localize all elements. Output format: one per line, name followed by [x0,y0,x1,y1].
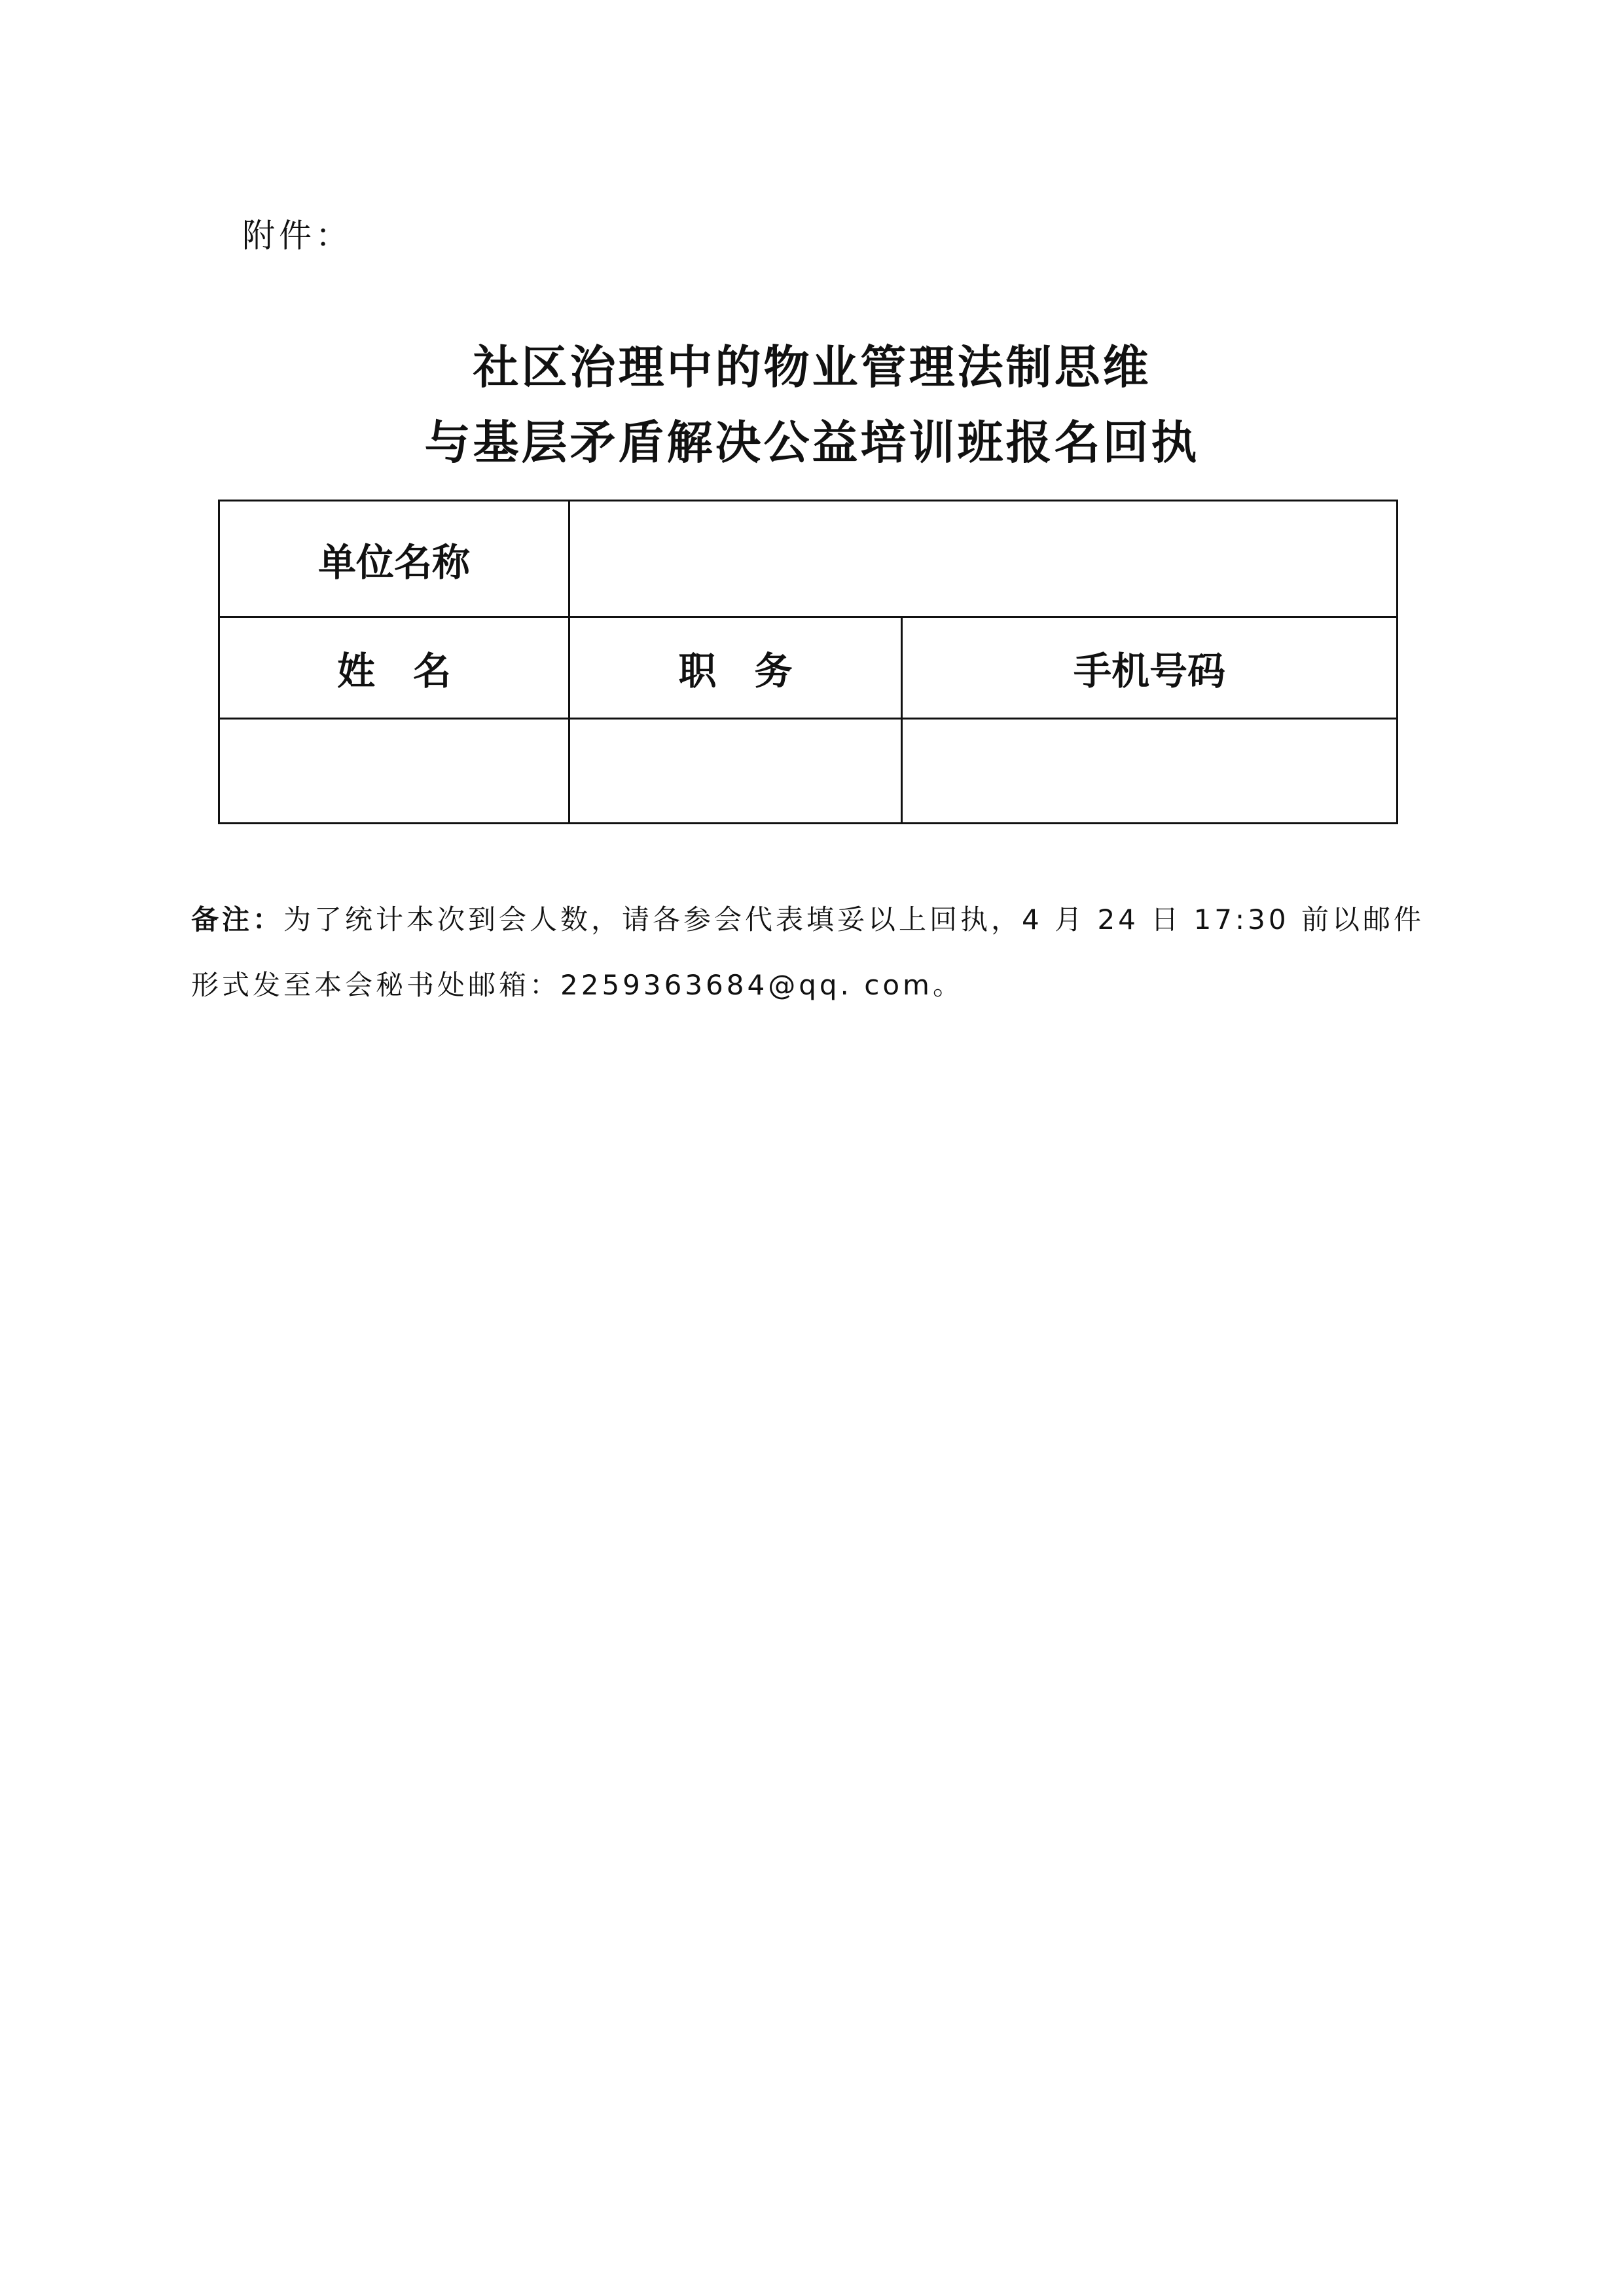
phone-field[interactable] [902,719,1398,824]
registration-form-table [218,500,1398,824]
table-row [219,719,1398,824]
unit-name-label: 单位名称 [219,501,569,617]
name-field[interactable] [219,719,569,824]
note-text-line-1: 为了统计本次到会人数，请各参会代表填妥以上回执，4 月 24 日 17:30 前以邮件 [283,903,1424,936]
document-title-line-1: 社区治理中的物业管理法制思维 [473,340,1151,394]
note-text-line-2: 形式发至本会秘书处邮箱：2259363684@qq. com。 [191,969,964,1001]
header-position: 职 务 [569,617,902,719]
note-label: 备注： [191,903,284,936]
header-name: 姓 名 [219,617,569,719]
header-phone: 手机号码 [902,617,1398,719]
unit-name-row [219,501,1398,617]
note-line-1 [191,898,1474,938]
unit-name-field[interactable] [569,501,1398,617]
position-field[interactable] [569,719,902,824]
header-row [219,617,1398,719]
attachment-label: 附件： [242,217,352,255]
document-title-line-2: 与基层矛盾解决公益培训班报名回执 [424,415,1200,469]
